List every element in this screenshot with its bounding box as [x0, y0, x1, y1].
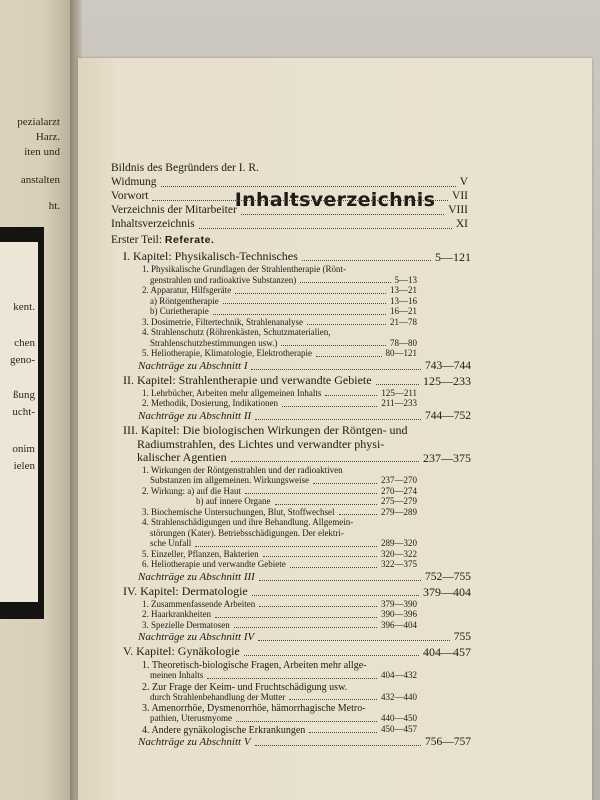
page-number: 379—390 — [381, 598, 417, 609]
left-page-line: Harz. — [35, 131, 60, 143]
section-entry: 2. Apparatur, Hilfsgeräte — [142, 285, 232, 295]
part-label: Erster Teil: — [111, 234, 165, 246]
front-matter-entry: Bildnis des Begründers der I. R. — [111, 162, 259, 174]
page-number: 379—404 — [423, 584, 471, 599]
section-entry: störungen (Kater). Betriebsschädigungen. Der elektri- — [150, 527, 344, 538]
left-page-line: ht. — [48, 200, 60, 212]
page-title: Inhaltsverzeichnis — [234, 189, 436, 211]
page-number: 404—432 — [381, 670, 417, 680]
front-matter-entry: Vorwort — [111, 190, 149, 202]
leader-dots — [213, 314, 386, 315]
leader-dots — [307, 324, 386, 325]
leader-dots — [302, 260, 431, 261]
page-number: XI — [455, 218, 468, 230]
page-number: 755 — [453, 631, 471, 643]
supplement-entry: Nachträge zu Abschnitt IV — [138, 631, 255, 643]
section-entry: 5. Einzeller, Pflanzen, Bakterien — [142, 548, 259, 559]
left-page-line: ucht- — [12, 406, 35, 418]
page-number: 752—755 — [425, 570, 471, 583]
leader-dots — [234, 627, 377, 628]
page-number: 125—211 — [381, 387, 417, 398]
front-matter-entry: Widmung — [111, 176, 157, 188]
toc-page — [78, 58, 592, 800]
chapter-entry: II. Kapitel: Strahlentherapie und verwandte Gebiete — [123, 372, 372, 387]
page-number: 320—322 — [381, 548, 417, 559]
left-page-inset — [0, 242, 38, 602]
page-number: 78—80 — [390, 337, 417, 348]
page-number: 13—16 — [390, 295, 417, 306]
page-number: 21—78 — [390, 316, 417, 327]
page-number: V — [459, 176, 468, 188]
leader-dots — [259, 580, 421, 581]
section-entry: Strahlenschutzbestimmungen usw.) — [150, 337, 278, 348]
chapter-entry: Radiumstrahlen, des Lichtes und verwandter physi- — [137, 436, 385, 451]
leader-dots — [259, 606, 377, 607]
leader-dots — [281, 345, 386, 346]
chapter-entry: III. Kapitel: Die biologischen Wirkungen der Röntgen- und — [123, 422, 408, 437]
page-number: 450—457 — [381, 723, 417, 734]
leader-dots — [241, 214, 444, 215]
supplement-entry: Nachträge zu Abschnitt II — [138, 409, 252, 422]
page-number: 279—289 — [381, 506, 417, 517]
front-matter-entry: Inhaltsverzeichnis — [111, 218, 195, 230]
chapter-entry: kalischer Agentien — [137, 449, 227, 464]
leader-dots — [251, 369, 421, 370]
page-number: 237—270 — [381, 475, 417, 485]
leader-dots — [258, 640, 450, 641]
page-number: VII — [452, 190, 468, 202]
section-entry: 3. Biochemische Untersuchungen, Blut, Stoffwechsel — [142, 506, 335, 517]
leader-dots — [215, 617, 377, 618]
section-entry: b) auf innere Organe — [196, 496, 271, 506]
section-entry: 4. Strahlenschutz (Röhrenkästen, Schutzmaterialien, — [142, 327, 331, 337]
front-matter-entry: Verzeichnis der Mitarbeiter — [111, 204, 237, 216]
page-number: 289—320 — [381, 538, 417, 548]
left-page-line: iten und — [24, 146, 60, 158]
section-entry: meinen Inhalts — [150, 670, 204, 680]
page-number: 80—121 — [385, 348, 417, 358]
left-page-line: pezialarzt — [17, 116, 60, 128]
part-heading — [111, 234, 214, 247]
leader-dots — [223, 303, 386, 304]
section-entry: durch Strahlenbehandlung der Mutter — [150, 691, 286, 702]
leader-dots — [313, 483, 377, 484]
leader-dots — [316, 356, 382, 357]
left-page-line: onim — [12, 443, 35, 455]
part-title: Referate. — [164, 234, 215, 246]
leader-dots — [290, 567, 377, 568]
section-entry: 2. Haarkrankheiten — [142, 609, 211, 619]
leader-dots — [152, 200, 448, 201]
chapter-entry: I. Kapitel: Physikalisch-Technisches — [123, 249, 298, 263]
page-number: 756—757 — [425, 735, 471, 748]
page-number: 404—457 — [423, 645, 471, 659]
left-page-line: ielen — [13, 460, 35, 472]
leader-dots — [199, 228, 452, 229]
left-page-line: ßung — [13, 389, 35, 401]
page-number: 743—744 — [425, 359, 471, 372]
section-entry: 1. Wirkungen der Röntgenstrahlen und der radioaktiven — [142, 464, 343, 475]
leader-dots — [263, 556, 377, 557]
leader-dots — [245, 493, 377, 494]
section-entry: 1. Theoretisch-biologische Fragen, Arbeiten mehr allge- — [142, 660, 367, 671]
section-entry: 2. Wirkung: a) auf die Haut — [142, 485, 241, 496]
page-number: 237—375 — [423, 450, 471, 465]
section-entry: 1. Lehrbücher, Arbeiten mehr allgemeinen Inhalts — [142, 387, 322, 398]
section-entry: 3. Spezielle Dermatosen — [142, 619, 230, 630]
page-number: 744—752 — [425, 409, 471, 422]
leader-dots — [300, 282, 390, 283]
section-entry: 3. Dosimetrie, Filtertechnik, Strahlenanalyse — [142, 316, 303, 327]
section-entry: genstrahlen und radioaktive Substanzen) — [150, 274, 297, 285]
page-number: 211—233 — [381, 398, 417, 408]
section-entry: 5. Heliotherapie, Klimatologie, Elektrotherapie — [142, 348, 312, 358]
page-number: 275—279 — [381, 496, 417, 506]
section-entry: 6. Heliotherapie und verwandte Gebiete — [142, 559, 286, 569]
section-entry: 4. Strahlenschädigungen und ihre Behandlung. Allgemein- — [142, 517, 354, 527]
leader-dots — [282, 406, 377, 407]
section-entry: a) Röntgentherapie — [150, 295, 219, 306]
leader-dots — [255, 745, 421, 746]
leader-dots — [161, 186, 456, 187]
left-page-line: anstalten — [20, 174, 60, 186]
page-number: 396—404 — [381, 619, 417, 630]
section-entry: 1. Physikalische Grundlagen der Strahlentherapie (Rönt- — [142, 264, 346, 274]
section-entry: sche Unfall — [150, 538, 192, 548]
section-entry: Substanzen im allgemeinen. Wirkungsweise — [150, 475, 309, 485]
leader-dots — [244, 655, 419, 656]
supplement-entry: Nachträge zu Abschnitt III — [138, 570, 255, 583]
page-number: 16—21 — [390, 306, 417, 316]
chapter-entry: V. Kapitel: Gynäkologie — [123, 644, 240, 658]
section-entry: pathien, Uterusmyome — [150, 713, 232, 723]
leader-dots — [207, 678, 377, 679]
left-page-line: chen — [14, 337, 35, 349]
page-number: 270—274 — [381, 485, 417, 496]
section-entry: 2. Zur Frage der Keim- und Fruchtschädigung usw. — [142, 681, 348, 693]
supplement-entry: Nachträge zu Abschnitt V — [138, 735, 251, 748]
chapter-entry: IV. Kapitel: Dermatologie — [123, 583, 248, 598]
page-number: 13—21 — [390, 285, 417, 295]
page-number: 322—375 — [381, 559, 417, 569]
left-page-line: geno- — [9, 354, 35, 366]
section-entry: 3. Amenorrhöe, Dysmenorrhöe, hämorrhagische Metro- — [142, 703, 366, 714]
section-entry: 2. Methodik, Dosierung, Indikationen — [142, 398, 278, 408]
page-number: 432—440 — [381, 691, 417, 702]
leader-dots — [231, 461, 419, 462]
leader-dots — [289, 699, 377, 700]
leader-dots — [195, 546, 377, 547]
left-page-line: kent. — [13, 301, 35, 313]
page-number: VIII — [448, 204, 468, 216]
page-number: 125—233 — [423, 373, 471, 388]
leader-dots — [255, 419, 421, 420]
page-number: 5—121 — [435, 250, 471, 264]
leader-dots — [309, 732, 377, 733]
leader-dots — [339, 514, 377, 515]
section-entry: b) Curietherapie — [150, 306, 209, 316]
leader-dots — [236, 721, 377, 722]
leader-dots — [325, 395, 377, 396]
leader-dots — [252, 595, 419, 596]
leader-dots — [376, 384, 419, 385]
page-number: 390—396 — [381, 609, 417, 619]
page-number: 5—13 — [394, 274, 417, 285]
section-entry: 1. Zusammenfassende Arbeiten — [142, 598, 256, 609]
section-entry: 4. Andere gynäkologische Erkrankungen — [142, 724, 306, 736]
page-number: 440—450 — [381, 713, 417, 723]
leader-dots — [235, 293, 386, 294]
supplement-entry: Nachträge zu Abschnitt I — [138, 359, 248, 372]
leader-dots — [275, 504, 377, 505]
